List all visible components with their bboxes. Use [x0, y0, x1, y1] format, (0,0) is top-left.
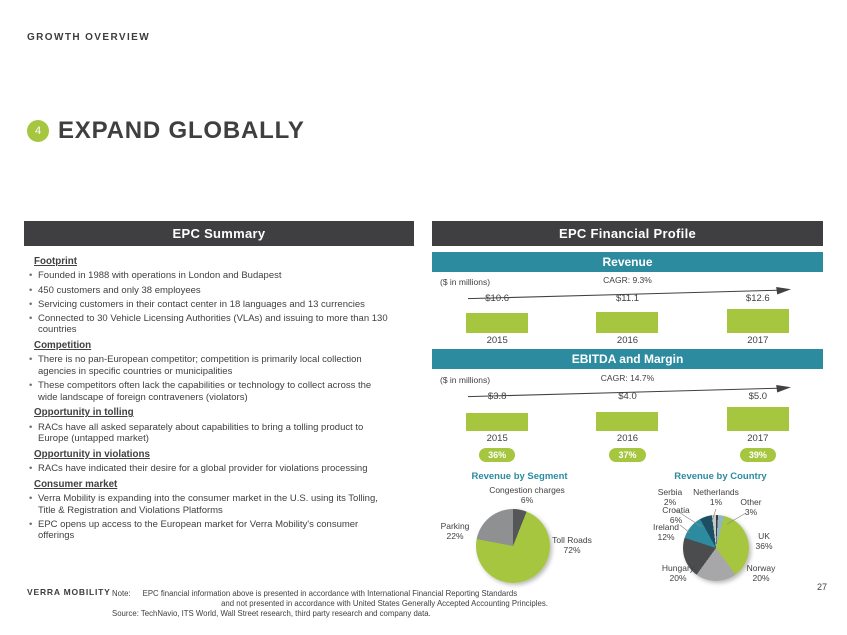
financial-profile-header: EPC Financial Profile	[432, 221, 823, 246]
pie-label-serbia: Serbia 2%	[657, 487, 683, 508]
page-title: EXPAND GLOBALLY	[58, 117, 305, 144]
margin-badge: 37%	[609, 448, 645, 462]
margin-badge: 39%	[740, 448, 776, 462]
note-text-line1: EPC financial information above is presented in accordance with International Financial Reporting Standards	[142, 589, 518, 598]
ebitda-unit-label: ($ in millions)	[440, 375, 491, 385]
note-text-line2: and not presented in accordance with United States Generally Accepted Accounting Principles.	[221, 599, 548, 609]
step-number-badge: 4	[27, 120, 49, 142]
epc-summary-body	[24, 246, 414, 542]
margin-badge: 36%	[479, 448, 515, 462]
verra-mobility-logo: VERRA MOBILITY	[27, 587, 111, 597]
page-title-row	[27, 117, 305, 145]
revenue-col-2017	[693, 293, 823, 346]
year-label: 2016	[616, 335, 639, 346]
section-heading-footprint: Footprint	[34, 256, 77, 267]
segment-pie-title: Revenue by Segment	[471, 471, 568, 482]
revenue-unit-label: ($ in millions)	[440, 277, 491, 287]
revenue-columns	[432, 293, 823, 346]
section-heading-competition: Competition	[34, 339, 92, 351]
year-label: 2017	[747, 335, 769, 346]
tolling-bullets	[24, 422, 388, 445]
revenue-cagr-label: CAGR: 9.3%	[603, 275, 652, 285]
footprint-bullets	[24, 270, 388, 335]
ebitda-cagr-label: CAGR: 14.7%	[600, 373, 655, 383]
ebitda-columns	[432, 391, 823, 463]
pie-label-parking: Parking 22%	[440, 521, 470, 542]
ebitda-bar	[727, 407, 789, 431]
section-heading-opportunity-tolling: Opportunity in tolling	[34, 407, 134, 419]
section-heading-consumer-market: Consumer market	[34, 478, 118, 490]
ebitda-bar	[466, 413, 528, 431]
bullet-item: • Connected to 30 Vehicle Licensing Authorities (VLAs) and issuing to more than 130 countries	[24, 313, 388, 336]
revenue-by-segment-pie	[476, 509, 550, 583]
ebitda-bar	[596, 412, 658, 431]
revenue-bar-chart	[432, 273, 823, 347]
bar-value-label: $11.1	[615, 293, 640, 304]
consumer-bullets	[24, 493, 388, 542]
bullet-item: • These competitors often lack the capabilities or technology to collect across the wide landscape of foreign contraveners (violators)	[24, 380, 388, 403]
bullet-item: • RACs have all asked separately about capabilities to bring a tolling product to Europe (untapped market)	[24, 422, 388, 445]
epc-summary-panel	[24, 221, 414, 544]
pie-label-congestion: Congestion charges 6%	[489, 485, 565, 506]
bar-value-label: $10.6	[485, 293, 510, 304]
revenue-bar	[466, 313, 528, 333]
ebitda-col-2017	[693, 391, 823, 463]
violations-bullets	[24, 463, 388, 475]
ebitda-col-2015	[432, 391, 562, 463]
source-text: Source: TechNavio, ITS World, Wall Street research, third party research and company data.	[112, 609, 431, 619]
ebitda-col-2016	[562, 391, 692, 463]
bar-value-label: $4.0	[618, 391, 637, 402]
bullet-item: • Servicing customers in their contact center in 18 languages and 13 currencies	[24, 299, 388, 311]
ebitda-bar-chart	[432, 371, 823, 467]
ebitda-section-header: EBITDA and Margin	[432, 349, 823, 369]
financial-profile-panel	[432, 221, 823, 613]
year-label: 2015	[486, 335, 508, 346]
bar-value-label: $5.0	[748, 391, 768, 402]
eyebrow-label: GROWTH OVERVIEW	[27, 32, 151, 43]
epc-summary-header: EPC Summary	[24, 221, 414, 246]
revenue-col-2015	[432, 293, 562, 346]
year-label: 2017	[747, 433, 769, 444]
bullet-item: • 450 customers and only 38 employees	[24, 285, 388, 297]
pie-label-norway: Norway 20%	[746, 563, 776, 584]
pie-label-hungary: Hungary 20%	[661, 563, 695, 584]
pie-label-uk: UK 36%	[755, 531, 773, 552]
bar-value-label: $3.8	[487, 391, 507, 402]
year-label: 2016	[616, 433, 639, 444]
page-number: 27	[816, 582, 827, 592]
bar-value-label: $12.6	[745, 293, 770, 304]
revenue-col-2016	[562, 293, 692, 346]
section-heading-opportunity-violations: Opportunity in violations	[34, 448, 150, 460]
bullet-item: • Founded in 1988 with operations in London and Budapest	[24, 270, 388, 282]
bullet-item: • Verra Mobility is expanding into the consumer market in the U.S. using its Tolling, Title & Registration and Violations Platforms	[24, 493, 388, 516]
footnote	[112, 589, 657, 619]
pie-label-croatia: Croatia 6%	[662, 505, 690, 526]
revenue-bar	[727, 309, 789, 333]
note-label: Note:	[112, 589, 131, 598]
bullet-item: • RACs have indicated their desire for a global provider for violations processing	[24, 463, 388, 475]
bullet-item: • EPC opens up access to the European market for Verra Mobility's consumer offerings	[24, 519, 388, 542]
pie-label-toll-roads: Toll Roads 72%	[552, 535, 592, 556]
pie-label-ireland: Ireland 12%	[653, 522, 679, 543]
country-pie-title: Revenue by Country	[674, 471, 767, 482]
pie-label-netherlands: Netherlands 1%	[693, 487, 739, 508]
revenue-section-header: Revenue	[432, 252, 823, 272]
year-label: 2015	[486, 433, 508, 444]
bullet-item: • There is no pan-European competitor; competition is primarily local collection agencies in specific countries or municipalities	[24, 354, 388, 377]
competition-bullets	[24, 354, 388, 403]
pie-label-other: Other 3%	[740, 497, 762, 518]
revenue-bar	[596, 312, 658, 333]
